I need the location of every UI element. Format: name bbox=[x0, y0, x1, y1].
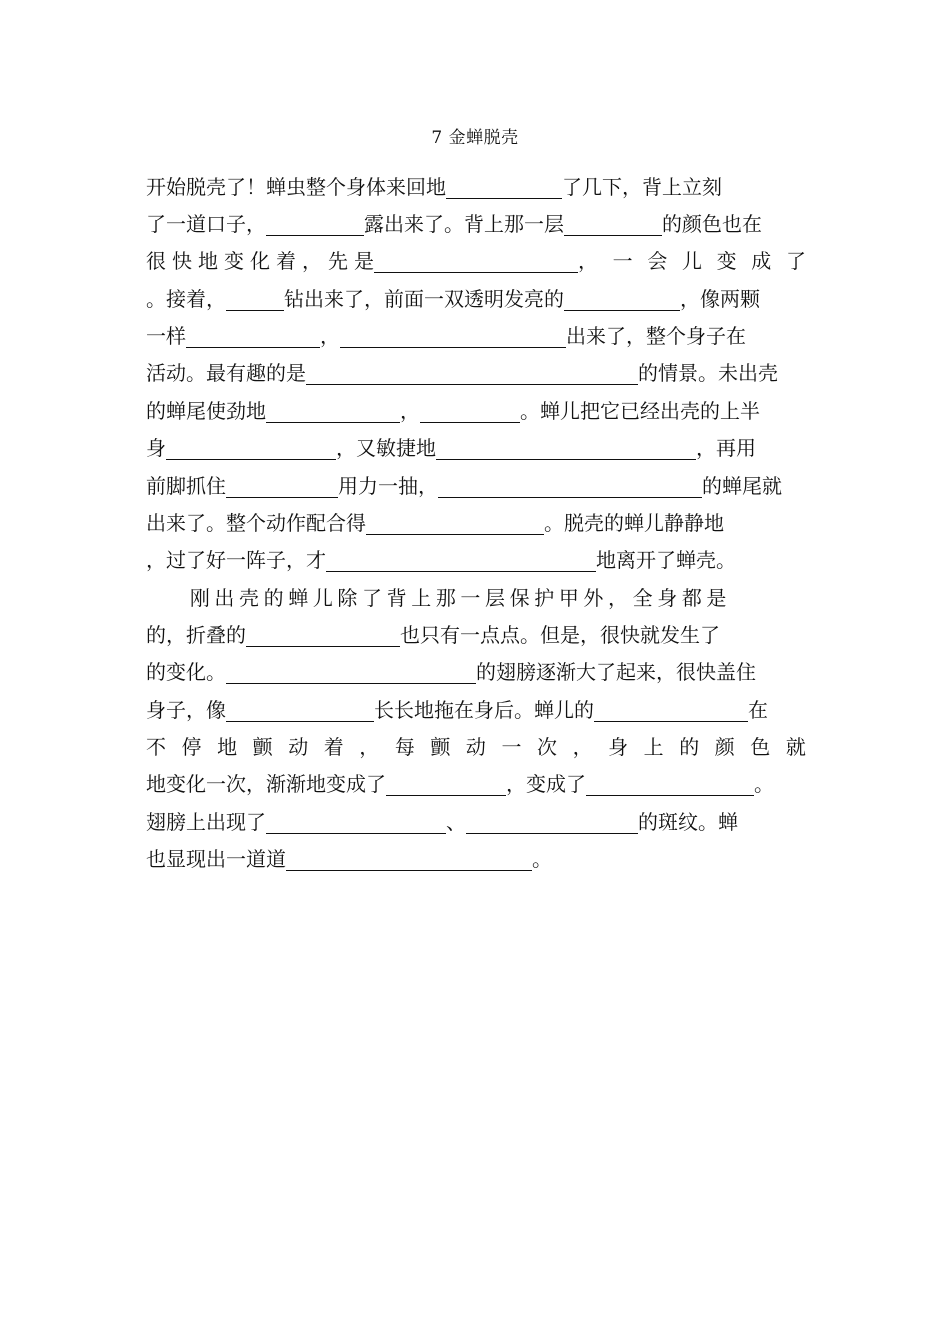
fill-in-blank[interactable] bbox=[326, 549, 596, 572]
fill-in-blank[interactable] bbox=[586, 773, 754, 796]
text-segment: 很 快 地 变 化 着 ， 先 是 bbox=[146, 249, 374, 273]
text-segment: 。脱壳的蝉儿静静地 bbox=[544, 511, 724, 535]
text-segment: 前脚抓住 bbox=[146, 474, 226, 498]
text-line bbox=[146, 620, 806, 650]
text-segment: ，再用 bbox=[696, 436, 756, 460]
text-line bbox=[146, 358, 806, 388]
text-segment: 、 bbox=[446, 810, 466, 834]
text-line bbox=[146, 321, 806, 351]
text-line bbox=[146, 471, 806, 501]
fill-in-blank[interactable] bbox=[266, 213, 364, 236]
text-segment: 也只有一点点。但是，很快就发生了 bbox=[400, 623, 720, 647]
text-segment: 地变化一次，渐渐地变成了 bbox=[146, 772, 386, 796]
fill-in-blank[interactable] bbox=[226, 699, 374, 722]
fill-in-blank[interactable] bbox=[436, 437, 696, 460]
fill-in-blank[interactable] bbox=[564, 288, 680, 311]
fill-in-blank[interactable] bbox=[226, 288, 284, 311]
text-line bbox=[146, 583, 806, 613]
fill-in-blank[interactable] bbox=[466, 811, 638, 834]
text-segment: 的变化。 bbox=[146, 660, 226, 684]
text-segment: 翅膀上出现了 bbox=[146, 810, 266, 834]
text-line bbox=[146, 433, 806, 463]
text-segment: 的情景。未出壳 bbox=[638, 361, 778, 385]
text-line bbox=[146, 695, 806, 725]
text-segment: 。 bbox=[532, 847, 552, 871]
text-segment: 露出来了。背上那一层 bbox=[364, 212, 564, 236]
text-segment: 开始脱壳了！蝉虫整个身体来回地 bbox=[146, 175, 446, 199]
fill-in-blank[interactable] bbox=[226, 475, 338, 498]
text-segment: ， 一 会 儿 变 成 了 bbox=[578, 249, 806, 273]
text-segment: 活动。最有趣的是 bbox=[146, 361, 306, 385]
text-segment: 了一道口子， bbox=[146, 212, 266, 236]
fill-in-blank[interactable] bbox=[166, 437, 336, 460]
text-segment: ， bbox=[320, 324, 340, 348]
text-line bbox=[146, 844, 806, 874]
text-segment: 的斑纹。蝉 bbox=[638, 810, 738, 834]
text-line bbox=[146, 769, 806, 799]
fill-in-blank[interactable] bbox=[446, 176, 562, 199]
fill-in-blank[interactable] bbox=[246, 624, 400, 647]
text-line bbox=[146, 396, 806, 426]
fill-in-blank[interactable] bbox=[266, 811, 446, 834]
fill-in-blank[interactable] bbox=[286, 848, 532, 871]
text-segment: ，变成了 bbox=[506, 772, 586, 796]
fill-in-blank[interactable] bbox=[266, 400, 400, 423]
text-segment: 的蝉尾就 bbox=[702, 474, 782, 498]
text-segment: 的蝉尾使劲地 bbox=[146, 399, 266, 423]
text-segment: 的翅膀逐渐大了起来，很快盖住 bbox=[476, 660, 756, 684]
text-segment: 。蝉儿把它已经出壳的上半 bbox=[520, 399, 760, 423]
text-segment: 。接着， bbox=[146, 287, 226, 311]
text-segment: ，像两颗 bbox=[680, 287, 760, 311]
text-segment: ，过了好一阵子，才 bbox=[146, 548, 326, 572]
text-segment: 出来了，整个身子在 bbox=[566, 324, 746, 348]
fill-in-blank[interactable] bbox=[438, 475, 702, 498]
fill-in-blank[interactable] bbox=[386, 773, 506, 796]
fill-in-blank[interactable] bbox=[420, 400, 520, 423]
fill-in-blank[interactable] bbox=[366, 512, 544, 535]
text-segment: 用力一抽， bbox=[338, 474, 438, 498]
fill-in-blank[interactable] bbox=[594, 699, 748, 722]
text-segment: 不 停 地 颤 动 着 ， 每 颤 动 一 次 ， 身 上 的 颜 色 就 bbox=[146, 735, 806, 759]
text-segment: 钻出来了，前面一双透明发亮的 bbox=[284, 287, 564, 311]
text-segment: 刚出壳的蝉儿除了背上那一层保护甲外，全身都是 bbox=[146, 586, 732, 610]
text-segment: 身 bbox=[146, 436, 166, 460]
text-line bbox=[146, 732, 806, 762]
text-segment: 长长地拖在身后。蝉儿的 bbox=[374, 698, 594, 722]
text-segment: ， bbox=[400, 399, 420, 423]
text-line bbox=[146, 545, 806, 575]
page-title: 7 金蝉脱壳 bbox=[431, 128, 519, 148]
text-line bbox=[146, 807, 806, 837]
fill-in-blank[interactable] bbox=[374, 250, 578, 273]
text-segment: 的颜色也在 bbox=[662, 212, 762, 236]
fill-in-blank[interactable] bbox=[186, 325, 320, 348]
text-segment: 。 bbox=[754, 772, 774, 796]
text-segment: 身子，像 bbox=[146, 698, 226, 722]
text-segment: 一样 bbox=[146, 324, 186, 348]
text-line bbox=[146, 508, 806, 538]
fill-in-blank[interactable] bbox=[306, 362, 638, 385]
text-line bbox=[146, 657, 806, 687]
text-segment: ，又敏捷地 bbox=[336, 436, 436, 460]
fill-in-blank[interactable] bbox=[226, 661, 476, 684]
text-line bbox=[146, 284, 806, 314]
text-segment: 也显现出一道道 bbox=[146, 847, 286, 871]
text-line bbox=[146, 209, 806, 239]
fill-in-blank[interactable] bbox=[340, 325, 566, 348]
text-segment: 地离开了蝉壳。 bbox=[596, 548, 736, 572]
text-segment: 了几下，背上立刻 bbox=[562, 175, 722, 199]
text-line bbox=[146, 246, 806, 276]
text-segment: 在 bbox=[748, 698, 768, 722]
text-segment: 出来了。整个动作配合得 bbox=[146, 511, 366, 535]
text-line bbox=[146, 172, 806, 202]
text-segment: 的，折叠的 bbox=[146, 623, 246, 647]
fill-in-blank[interactable] bbox=[564, 213, 662, 236]
